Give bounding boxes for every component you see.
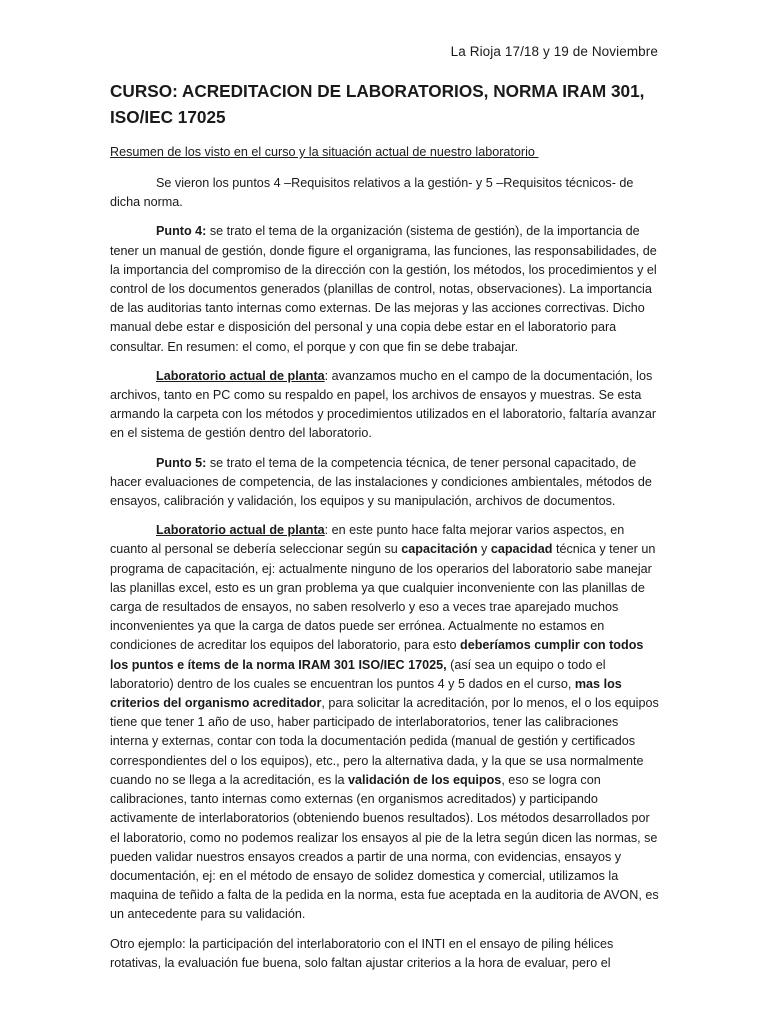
paragraph-laboratorio-1 [110,367,660,444]
page-title: CURSO: ACREDITACION DE LABORATORIOS, NORMA IRAM 301, ISO/IEC 17025 [110,81,645,127]
bold-criterios-acreditador: mas los criterios del organismo acreditador [110,676,622,711]
bold-capacidad: capacidad [490,542,553,557]
date-line: La Rioja 17/18 y 19 de Noviembre [450,44,658,59]
laboratorio-text-2c: técnica y tener un programa de capacitación, ej: actualmente ninguno de los operarios del laboratorio sabe manejar las planillas excel, esto es un gran problema ya que cualquier inconveniente con las planillas de carga de resultados de ensayos, no saben resolverlo y eso a veces trae aparejado muchos inconvenientes ya que la carga de datos puede ser errónea. Actualmente no estamos en condiciones de acreditar los equipos del laboratorio, para esto [110,542,656,653]
punto-5-label: Punto 5: [156,455,207,470]
punto-5-text: se trato el tema de la competencia técnica, de tener personal capacitado, de hacer evaluaciones de competencia, de las instalaciones y condiciones ambientales, métodos de ensayos, calibración y validación, los equipos y su manipulación, archivos de documentos. [110,455,652,509]
bold-capacitacion: capacitación [401,542,478,557]
punto-4-label: Punto 4: [156,224,207,239]
punto-4-text: se trato el tema de la organización (sistema de gestión), de la importancia de tener un manual de gestión, donde figure el organigrama, las funciones, las responsabilidades, de la importancia del compromiso de la dirección con la gestión, los métodos, los procedimientos y el control de los documentos generados (planillas de control, notas, observaciones). La importancia de las auditorias tanto internas como externas. De las mejoras y las acciones correctivas. Dicho manual debe estar e disposición del personal y una copia debe estar en el laboratorio para consultar. En resumen: el como, el porque y con que fin se debe trabajar. [110,224,657,354]
laboratorio-text-2f: , eso se logra con calibraciones, tanto internas como externas (en organismos acreditados) y participando activamente de interlaboratorios (obteniendo buenos resultados). Los métodos desarrollados por el laboratorio, como no podemos realizar los ensayos al pie de la letra según dicen las normas, se pueden validar nuestros ensayos creados a partir de una norma, con evidencias, ensayos y documentación, ej: en el método de ensayo de solidez domestica y comercial, utilizamos la maquina de teñido a falta de la pedida en la norma, esta fue aceptada en la auditoria de AVON, es un antecedente para su validación. [110,772,659,922]
laboratorio-text-2e: , para solicitar la acreditación, por lo menos, el o los equipos tiene que tener 1 año de uso, haber participado de interlaboratorios, tener las calibraciones interna y externas, contar con toda la documentación pedida (manual de gestión y certificados correspondientes del o los equipos), etc., pero la alternativa dada, y la que se usa normalmente cuando no se llega a la acreditación, es la [110,696,659,787]
paragraph-punto-5 [110,454,660,512]
laboratorio-text-2a: : en este punto hace falta mejorar varios aspectos, en cuanto al personal se debería seleccionar según su [110,523,625,557]
bold-validacion-equipos: validación de los equipos [348,772,502,787]
bold-cumplir-norma: deberíamos cumplir con todos los puntos e ítems de la norma IRAM 301 ISO/IEC 17025, [110,638,644,672]
summary-heading: Resumen de los visto en el curso y la situación actual de nuestro laboratorio [110,145,539,159]
paragraph-punto-4 [110,222,660,356]
laboratorio-text-1: : avanzamos mucho en el campo de la documentación, los archivos, tanto en PC como su respaldo en papel, los archivos de ensayos y muestras. Se esta armando la carpeta con los métodos y procedimientos utilizados en el laboratorio, faltaría avanzar en el sistema de gestión dentro del laboratorio. [110,368,657,441]
laboratorio-label-2: Laboratorio actual de planta [156,523,325,538]
laboratorio-text-2d: (así sea un equipo o todo el laboratorio) dentro de los cuales se encuentran los puntos 4 y 5 dados en el curso, [110,657,606,691]
paragraph-intro: Se vieron los puntos 4 –Requisitos relativos a la gestión- y 5 –Requisitos técnicos- de dicha norma. [110,176,634,210]
document-body [110,174,660,983]
paragraph-laboratorio-2 [110,521,660,924]
paragraph-otro-ejemplo: Otro ejemplo: la participación del interlaboratorio con el INTI en el ensayo de piling hélices rotativas, la evaluación fue buena, solo faltan ajustar criterios a la hora de evaluar, pero el [110,936,614,970]
laboratorio-label-1: Laboratorio actual de planta [156,368,325,383]
laboratorio-text-2b: y [477,542,491,557]
